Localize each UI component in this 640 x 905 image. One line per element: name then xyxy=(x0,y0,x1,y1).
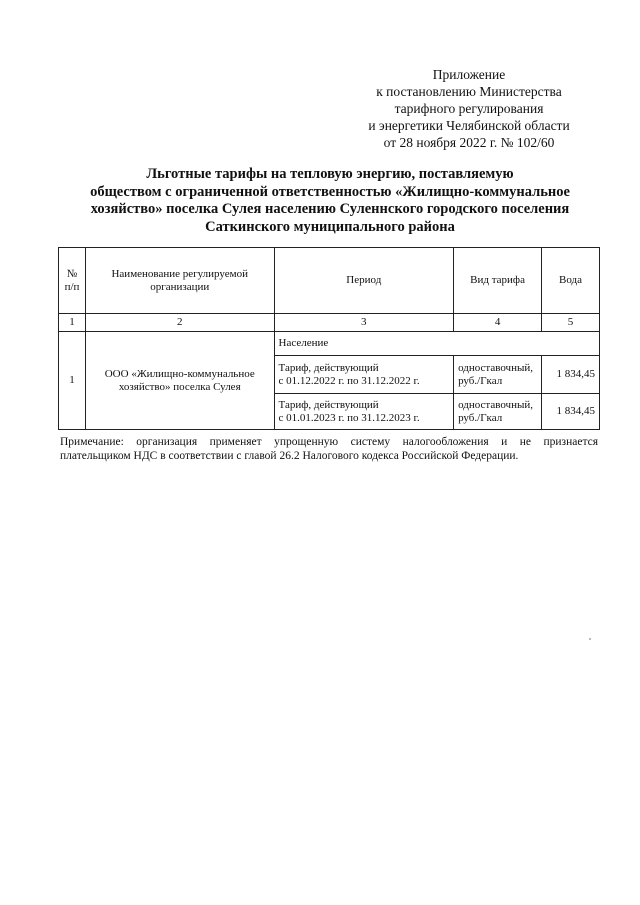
appendix-line: от 28 ноября 2022 г. № 102/60 xyxy=(383,135,555,150)
table-header-row xyxy=(59,248,600,314)
document-title xyxy=(60,166,600,236)
header-period: Период xyxy=(274,248,454,314)
header-number-abbrev: п/п xyxy=(64,280,80,293)
tariff-type xyxy=(454,394,542,430)
period-dates: с 01.12.2022 г. по 31.12.2022 г. xyxy=(278,374,420,387)
tariff-period xyxy=(274,356,454,394)
table-row xyxy=(59,332,600,356)
period-dates: с 01.01.2023 г. по 31.12.2023 г. xyxy=(278,411,420,424)
tariff-type xyxy=(454,356,542,394)
appendix-line: и энергетики Челябинской области xyxy=(368,118,570,133)
header-number xyxy=(59,248,86,314)
scan-speck xyxy=(589,638,591,640)
tariff-table xyxy=(58,247,600,430)
footnote-line: плательщиком НДС в соответствии с главой 26.2 Налогового кодекса Российской Федерации. xyxy=(60,450,519,462)
footnote-line: Примечание: организация применяет упрощенную систему налогообложения и не признается xyxy=(60,436,598,448)
column-number: 4 xyxy=(454,314,542,332)
column-number: 2 xyxy=(85,314,274,332)
column-number: 5 xyxy=(542,314,600,332)
header-number-symbol: № xyxy=(66,267,78,280)
column-number: 3 xyxy=(274,314,454,332)
tariff-unit: руб./Гкал xyxy=(458,411,503,424)
title-line: хозяйство» поселка Сулея населению Суленнского городского поселения xyxy=(90,201,570,217)
water-tariff-value: 1 834,45 xyxy=(542,356,600,394)
title-line: Льготные тарифы на тепловую энергию, поставляемую xyxy=(146,166,514,182)
appendix-block xyxy=(340,66,598,151)
appendix-line: к постановлению Министерства xyxy=(376,84,562,99)
title-line: обществом с ограниченной ответственностью «Жилищно-коммунальное xyxy=(90,183,570,200)
column-number-row xyxy=(59,314,600,332)
header-water: Вода xyxy=(542,248,600,314)
title-line: Саткинского муниципального района xyxy=(205,218,455,235)
consumer-group: Население xyxy=(274,332,599,356)
appendix-line: тарифного регулирования xyxy=(394,101,544,116)
header-organization: Наименование регулируемой организации xyxy=(85,248,274,314)
tariff-type-label: одноставочный, xyxy=(458,398,534,411)
period-label: Тариф, действующий xyxy=(278,361,379,374)
tariff-period xyxy=(274,394,454,430)
appendix-line: Приложение xyxy=(432,67,506,82)
header-tariff-type: Вид тарифа xyxy=(454,248,542,314)
row-number: 1 xyxy=(59,332,86,430)
period-label: Тариф, действующий xyxy=(278,398,379,411)
footnote xyxy=(60,435,598,463)
column-number: 1 xyxy=(59,314,86,332)
tariff-unit: руб./Гкал xyxy=(458,374,503,387)
water-tariff-value: 1 834,45 xyxy=(542,394,600,430)
tariff-type-label: одноставочный, xyxy=(458,361,534,374)
organization-name: ООО «Жилищно-коммунальное хозяйство» поселка Сулея xyxy=(85,332,274,430)
